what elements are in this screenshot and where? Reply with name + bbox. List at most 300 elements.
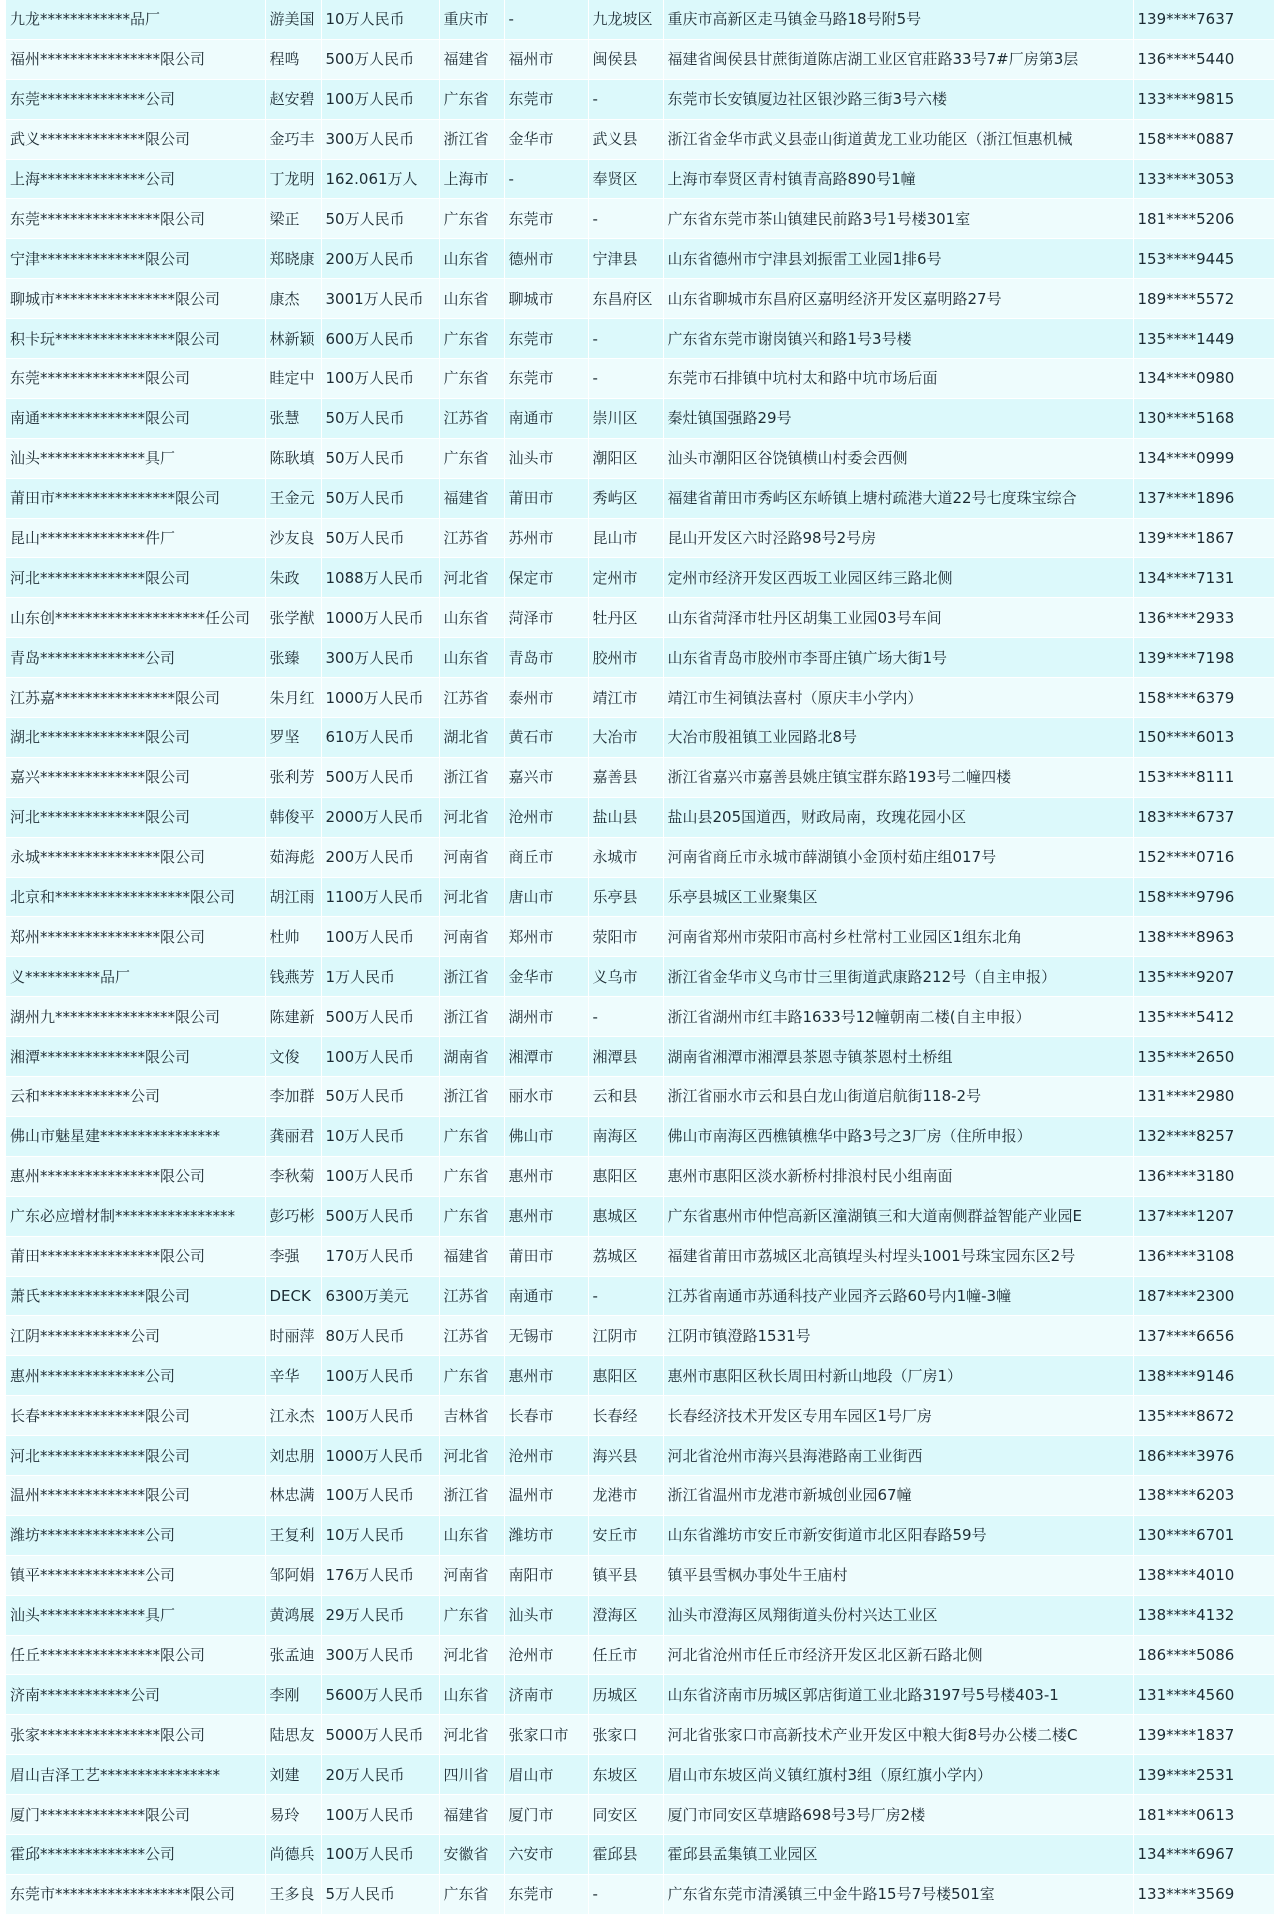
phone-cell: 137****6656 [1133, 1316, 1274, 1356]
district-cell: 崇川区 [588, 398, 663, 438]
city-cell: 汕头市 [504, 1595, 588, 1635]
legal-person-cell: 张臻 [265, 638, 321, 678]
legal-person-cell: 刘忠朋 [265, 1436, 321, 1476]
legal-person-cell: 沙友良 [265, 518, 321, 558]
company-name-cell: 福州****************限公司 [6, 39, 265, 79]
company-name-cell: 河北**************限公司 [6, 558, 265, 598]
registered-capital-cell: 176万人民币 [321, 1555, 439, 1595]
phone-cell: 139****7198 [1133, 638, 1274, 678]
table-row [6, 1077, 1274, 1117]
company-name-cell: 义**********品厂 [6, 957, 265, 997]
legal-person-cell: 钱燕芳 [265, 957, 321, 997]
company-name-cell: 郑州****************限公司 [6, 917, 265, 957]
company-name-cell: 济南************公司 [6, 1675, 265, 1715]
registered-capital-cell: 29万人民币 [321, 1595, 439, 1635]
province-cell: 江苏省 [439, 678, 504, 718]
province-cell: 江苏省 [439, 518, 504, 558]
registered-capital-cell: 100万人民币 [321, 1795, 439, 1835]
legal-person-cell: 王复利 [265, 1515, 321, 1555]
company-name-cell: 长春**************限公司 [6, 1396, 265, 1436]
table-row [6, 1834, 1274, 1874]
city-cell: 惠州市 [504, 1196, 588, 1236]
city-cell: 沧州市 [504, 1436, 588, 1476]
phone-cell: 187****2300 [1133, 1276, 1274, 1316]
city-cell: - [504, 0, 588, 39]
legal-person-cell: 辛华 [265, 1356, 321, 1396]
district-cell: 澄海区 [588, 1595, 663, 1635]
city-cell: 惠州市 [504, 1356, 588, 1396]
district-cell: 奉贤区 [588, 159, 663, 199]
legal-person-cell: 朱月红 [265, 678, 321, 718]
legal-person-cell: 彭巧彬 [265, 1196, 321, 1236]
legal-person-cell: 邹阿娟 [265, 1555, 321, 1595]
city-cell: 汕头市 [504, 438, 588, 478]
company-name-cell: 北京和******************限公司 [6, 877, 265, 917]
registered-capital-cell: 5万人民币 [321, 1874, 439, 1914]
registered-capital-cell: 6300万美元 [321, 1276, 439, 1316]
registered-capital-cell: 300万人民币 [321, 1635, 439, 1675]
registered-capital-cell: 100万人民币 [321, 79, 439, 119]
legal-person-cell: 李强 [265, 1236, 321, 1276]
registered-capital-cell: 500万人民币 [321, 1196, 439, 1236]
company-name-cell: 湖北**************限公司 [6, 718, 265, 758]
province-cell: 广东省 [439, 438, 504, 478]
province-cell: 上海市 [439, 159, 504, 199]
registered-capital-cell: 1088万人民币 [321, 558, 439, 598]
address-cell: 眉山市东坡区尚义镇红旗村3组（原红旗小学内） [663, 1755, 1133, 1795]
province-cell: 河北省 [439, 877, 504, 917]
district-cell: 任丘市 [588, 1635, 663, 1675]
province-cell: 浙江省 [439, 957, 504, 997]
city-cell: 长春市 [504, 1396, 588, 1436]
registered-capital-cell: 10万人民币 [321, 0, 439, 39]
legal-person-cell: 梁正 [265, 199, 321, 239]
province-cell: 广东省 [439, 359, 504, 399]
city-cell: 潍坊市 [504, 1515, 588, 1555]
table-row [6, 1396, 1274, 1436]
province-cell: 浙江省 [439, 757, 504, 797]
city-cell: 莆田市 [504, 478, 588, 518]
city-cell: 东莞市 [504, 319, 588, 359]
phone-cell: 131****4560 [1133, 1675, 1274, 1715]
registered-capital-cell: 2000万人民币 [321, 797, 439, 837]
province-cell: 湖南省 [439, 1037, 504, 1077]
registered-capital-cell: 100万人民币 [321, 1396, 439, 1436]
phone-cell: 186****3976 [1133, 1436, 1274, 1476]
registered-capital-cell: 170万人民币 [321, 1236, 439, 1276]
phone-cell: 136****3180 [1133, 1156, 1274, 1196]
legal-person-cell: 林新颖 [265, 319, 321, 359]
company-table-container [6, 0, 1274, 1915]
table-row [6, 1715, 1274, 1755]
company-name-cell: 江苏嘉****************限公司 [6, 678, 265, 718]
province-cell: 河南省 [439, 1555, 504, 1595]
address-cell: 浙江省金华市武义县壶山街道黄龙工业功能区（浙江恒惠机械 [663, 119, 1133, 159]
registered-capital-cell: 100万人民币 [321, 1475, 439, 1515]
table-row [6, 837, 1274, 877]
table-row [6, 119, 1274, 159]
company-name-cell: 湖州九****************限公司 [6, 997, 265, 1037]
legal-person-cell: 陈建新 [265, 997, 321, 1037]
province-cell: 江苏省 [439, 1316, 504, 1356]
company-name-cell: 莆田市****************限公司 [6, 478, 265, 518]
table-row [6, 598, 1274, 638]
legal-person-cell: 黄鸿展 [265, 1595, 321, 1635]
address-cell: 重庆市高新区走马镇金马路18号附5号 [663, 0, 1133, 39]
registered-capital-cell: 100万人民币 [321, 917, 439, 957]
address-cell: 佛山市南海区西樵镇樵华中路3号之3厂房（住所申报） [663, 1116, 1133, 1156]
phone-cell: 158****9796 [1133, 877, 1274, 917]
company-name-cell: 宁津**************限公司 [6, 239, 265, 279]
phone-cell: 135****2650 [1133, 1037, 1274, 1077]
province-cell: 山东省 [439, 239, 504, 279]
table-row [6, 79, 1274, 119]
phone-cell: 136****3108 [1133, 1236, 1274, 1276]
table-row [6, 558, 1274, 598]
address-cell: 浙江省湖州市红丰路1633号12幢朝南二楼(自主申报） [663, 997, 1133, 1037]
registered-capital-cell: 500万人民币 [321, 757, 439, 797]
table-row [6, 1196, 1274, 1236]
legal-person-cell: 朱政 [265, 558, 321, 598]
company-name-cell: 惠州****************限公司 [6, 1156, 265, 1196]
company-name-cell: 武义**************限公司 [6, 119, 265, 159]
phone-cell: 139****1837 [1133, 1715, 1274, 1755]
city-cell: 惠州市 [504, 1156, 588, 1196]
company-name-cell: 厦门**************限公司 [6, 1795, 265, 1835]
company-name-cell: 东莞市******************限公司 [6, 1874, 265, 1914]
province-cell: 山东省 [439, 1515, 504, 1555]
legal-person-cell: 程鸣 [265, 39, 321, 79]
address-cell: 山东省菏泽市牡丹区胡集工业园03号车间 [663, 598, 1133, 638]
registered-capital-cell: 610万人民币 [321, 718, 439, 758]
city-cell: 东莞市 [504, 1874, 588, 1914]
phone-cell: 150****6013 [1133, 718, 1274, 758]
address-cell: 霍邱县孟集镇工业园区 [663, 1834, 1133, 1874]
province-cell: 广东省 [439, 79, 504, 119]
district-cell: 义乌市 [588, 957, 663, 997]
legal-person-cell: 陈耿填 [265, 438, 321, 478]
city-cell: - [504, 159, 588, 199]
city-cell: 东莞市 [504, 79, 588, 119]
registered-capital-cell: 50万人民币 [321, 518, 439, 558]
province-cell: 广东省 [439, 1196, 504, 1236]
registered-capital-cell: 5600万人民币 [321, 1675, 439, 1715]
company-name-cell: 河北**************限公司 [6, 797, 265, 837]
district-cell: 龙港市 [588, 1475, 663, 1515]
phone-cell: 134****0999 [1133, 438, 1274, 478]
address-cell: 山东省济南市历城区郭店街道工业北路3197号5号楼403-1 [663, 1675, 1133, 1715]
district-cell: 武义县 [588, 119, 663, 159]
registered-capital-cell: 100万人民币 [321, 359, 439, 399]
district-cell: 惠阳区 [588, 1156, 663, 1196]
address-cell: 山东省聊城市东昌府区嘉明经济开发区嘉明路27号 [663, 279, 1133, 319]
address-cell: 汕头市澄海区凤翔街道头份村兴达工业区 [663, 1595, 1133, 1635]
province-cell: 山东省 [439, 598, 504, 638]
registered-capital-cell: 1000万人民币 [321, 1436, 439, 1476]
district-cell: 靖江市 [588, 678, 663, 718]
legal-person-cell: 林忠满 [265, 1475, 321, 1515]
table-row [6, 757, 1274, 797]
company-name-cell: 潍坊**************公司 [6, 1515, 265, 1555]
province-cell: 江苏省 [439, 1276, 504, 1316]
table-row [6, 1555, 1274, 1595]
province-cell: 四川省 [439, 1755, 504, 1795]
legal-person-cell: 金巧丰 [265, 119, 321, 159]
district-cell: 大冶市 [588, 718, 663, 758]
registered-capital-cell: 10万人民币 [321, 1515, 439, 1555]
district-cell: 胶州市 [588, 638, 663, 678]
city-cell: 沧州市 [504, 1635, 588, 1675]
company-name-cell: 东莞**************公司 [6, 79, 265, 119]
address-cell: 山东省德州市宁津县刘振雷工业园1排6号 [663, 239, 1133, 279]
phone-cell: 138****4132 [1133, 1595, 1274, 1635]
phone-cell: 186****5086 [1133, 1635, 1274, 1675]
table-row [6, 478, 1274, 518]
legal-person-cell: 张学猷 [265, 598, 321, 638]
address-cell: 秦灶镇国强路29号 [663, 398, 1133, 438]
city-cell: 温州市 [504, 1475, 588, 1515]
phone-cell: 134****7131 [1133, 558, 1274, 598]
phone-cell: 152****0716 [1133, 837, 1274, 877]
address-cell: 江阴市镇澄路1531号 [663, 1316, 1133, 1356]
district-cell: 东昌府区 [588, 279, 663, 319]
province-cell: 河北省 [439, 797, 504, 837]
district-cell: - [588, 199, 663, 239]
phone-cell: 138****8963 [1133, 917, 1274, 957]
company-name-cell: 汕头**************具厂 [6, 438, 265, 478]
district-cell: 九龙坡区 [588, 0, 663, 39]
district-cell: - [588, 359, 663, 399]
district-cell: 乐亭县 [588, 877, 663, 917]
registered-capital-cell: 100万人民币 [321, 1356, 439, 1396]
registered-capital-cell: 5000万人民币 [321, 1715, 439, 1755]
registered-capital-cell: 1万人民币 [321, 957, 439, 997]
province-cell: 河北省 [439, 1436, 504, 1476]
phone-cell: 137****1896 [1133, 478, 1274, 518]
registered-capital-cell: 100万人民币 [321, 1037, 439, 1077]
legal-person-cell: 张孟迪 [265, 1635, 321, 1675]
district-cell: 盐山县 [588, 797, 663, 837]
phone-cell: 189****5572 [1133, 279, 1274, 319]
phone-cell: 135****8672 [1133, 1396, 1274, 1436]
registered-capital-cell: 100万人民币 [321, 1156, 439, 1196]
address-cell: 靖江市生祠镇法喜村（原庆丰小学内） [663, 678, 1133, 718]
city-cell: 金华市 [504, 957, 588, 997]
city-cell: 无锡市 [504, 1316, 588, 1356]
city-cell: 济南市 [504, 1675, 588, 1715]
district-cell: 牡丹区 [588, 598, 663, 638]
district-cell: 秀屿区 [588, 478, 663, 518]
table-row [6, 718, 1274, 758]
company-name-cell: 任丘****************限公司 [6, 1635, 265, 1675]
city-cell: 黄石市 [504, 718, 588, 758]
legal-person-cell: 眭定中 [265, 359, 321, 399]
table-row [6, 159, 1274, 199]
phone-cell: 132****8257 [1133, 1116, 1274, 1156]
registered-capital-cell: 50万人民币 [321, 398, 439, 438]
province-cell: 河南省 [439, 837, 504, 877]
district-cell: 昆山市 [588, 518, 663, 558]
table-row [6, 1356, 1274, 1396]
company-name-cell: 惠州**************公司 [6, 1356, 265, 1396]
province-cell: 福建省 [439, 1236, 504, 1276]
legal-person-cell: 丁龙明 [265, 159, 321, 199]
city-cell: 佛山市 [504, 1116, 588, 1156]
province-cell: 江苏省 [439, 398, 504, 438]
province-cell: 山东省 [439, 1675, 504, 1715]
province-cell: 山东省 [439, 279, 504, 319]
company-name-cell: 霍邱**************公司 [6, 1834, 265, 1874]
table-row [6, 638, 1274, 678]
registered-capital-cell: 300万人民币 [321, 638, 439, 678]
district-cell: - [588, 997, 663, 1037]
city-cell: 东莞市 [504, 199, 588, 239]
legal-person-cell: 王多良 [265, 1874, 321, 1914]
table-row [6, 1755, 1274, 1795]
province-cell: 吉林省 [439, 1396, 504, 1436]
address-cell: 浙江省温州市龙港市新城创业园67幢 [663, 1475, 1133, 1515]
table-row [6, 1475, 1274, 1515]
table-row [6, 797, 1274, 837]
province-cell: 广东省 [439, 1156, 504, 1196]
city-cell: 莆田市 [504, 1236, 588, 1276]
city-cell: 张家口市 [504, 1715, 588, 1755]
registered-capital-cell: 20万人民币 [321, 1755, 439, 1795]
legal-person-cell: 江永杰 [265, 1396, 321, 1436]
province-cell: 广东省 [439, 199, 504, 239]
legal-person-cell: 时丽萍 [265, 1316, 321, 1356]
phone-cell: 133****3569 [1133, 1874, 1274, 1914]
city-cell: 六安市 [504, 1834, 588, 1874]
company-table [6, 0, 1274, 1915]
address-cell: 广东省东莞市茶山镇建民前路3号1号楼301室 [663, 199, 1133, 239]
registered-capital-cell: 80万人民币 [321, 1316, 439, 1356]
company-name-cell: 上海**************公司 [6, 159, 265, 199]
address-cell: 江苏省南通市苏通科技产业园齐云路60号内1幢-3幢 [663, 1276, 1133, 1316]
address-cell: 长春经济技术开发区专用车园区1号厂房 [663, 1396, 1133, 1436]
city-cell: 商丘市 [504, 837, 588, 877]
phone-cell: 139****1867 [1133, 518, 1274, 558]
table-row [6, 0, 1274, 39]
company-name-cell: 昆山**************件厂 [6, 518, 265, 558]
city-cell: 青岛市 [504, 638, 588, 678]
table-row [6, 917, 1274, 957]
district-cell: 惠阳区 [588, 1356, 663, 1396]
city-cell: 福州市 [504, 39, 588, 79]
registered-capital-cell: 50万人民币 [321, 438, 439, 478]
province-cell: 山东省 [439, 638, 504, 678]
registered-capital-cell: 200万人民币 [321, 239, 439, 279]
city-cell: 南通市 [504, 1276, 588, 1316]
company-name-cell: 积卡玩****************限公司 [6, 319, 265, 359]
province-cell: 浙江省 [439, 1475, 504, 1515]
address-cell: 定州市经济开发区西坂工业园区纬三路北侧 [663, 558, 1133, 598]
table-row [6, 877, 1274, 917]
district-cell: 安丘市 [588, 1515, 663, 1555]
table-row [6, 199, 1274, 239]
company-name-cell: 嘉兴**************限公司 [6, 757, 265, 797]
company-name-cell: 山东创********************任公司 [6, 598, 265, 638]
company-name-cell: 萧氏**************限公司 [6, 1276, 265, 1316]
city-cell: 嘉兴市 [504, 757, 588, 797]
company-name-cell: 张家****************限公司 [6, 1715, 265, 1755]
district-cell: 镇平县 [588, 1555, 663, 1595]
phone-cell: 153****9445 [1133, 239, 1274, 279]
company-name-cell: 云和************公司 [6, 1077, 265, 1117]
table-row [6, 1595, 1274, 1635]
phone-cell: 130****5168 [1133, 398, 1274, 438]
province-cell: 浙江省 [439, 119, 504, 159]
city-cell: 唐山市 [504, 877, 588, 917]
address-cell: 乐亭县城区工业聚集区 [663, 877, 1133, 917]
table-row [6, 1156, 1274, 1196]
company-name-cell: 镇平**************公司 [6, 1555, 265, 1595]
address-cell: 河北省沧州市海兴县海港路南工业街西 [663, 1436, 1133, 1476]
district-cell: - [588, 1874, 663, 1914]
address-cell: 盐山县205国道西，财政局南，玫瑰花园小区 [663, 797, 1133, 837]
registered-capital-cell: 10万人民币 [321, 1116, 439, 1156]
address-cell: 东莞市石排镇中坑村太和路中坑市场后面 [663, 359, 1133, 399]
registered-capital-cell: 600万人民币 [321, 319, 439, 359]
table-row [6, 1795, 1274, 1835]
company-name-cell: 江阴************公司 [6, 1316, 265, 1356]
district-cell: 云和县 [588, 1077, 663, 1117]
legal-person-cell: 张利芳 [265, 757, 321, 797]
table-row [6, 1236, 1274, 1276]
legal-person-cell: 康杰 [265, 279, 321, 319]
address-cell: 山东省青岛市胶州市李哥庄镇广场大街1号 [663, 638, 1133, 678]
address-cell: 山东省潍坊市安丘市新安街道市北区阳春路59号 [663, 1515, 1133, 1555]
table-row [6, 518, 1274, 558]
phone-cell: 153****8111 [1133, 757, 1274, 797]
address-cell: 大冶市殷祖镇工业园路北8号 [663, 718, 1133, 758]
legal-person-cell: 游美国 [265, 0, 321, 39]
district-cell: - [588, 319, 663, 359]
address-cell: 东莞市长安镇厦边社区银沙路三街3号六楼 [663, 79, 1133, 119]
phone-cell: 135****5412 [1133, 997, 1274, 1037]
table-row [6, 1635, 1274, 1675]
table-row [6, 359, 1274, 399]
city-cell: 苏州市 [504, 518, 588, 558]
city-cell: 丽水市 [504, 1077, 588, 1117]
phone-cell: 138****4010 [1133, 1555, 1274, 1595]
district-cell: - [588, 1276, 663, 1316]
address-cell: 上海市奉贤区青村镇青高路890号1幢 [663, 159, 1133, 199]
address-cell: 浙江省嘉兴市嘉善县姚庄镇宝群东路193号二幢四楼 [663, 757, 1133, 797]
district-cell: 永城市 [588, 837, 663, 877]
district-cell: - [588, 79, 663, 119]
phone-cell: 181****5206 [1133, 199, 1274, 239]
city-cell: 南阳市 [504, 1555, 588, 1595]
company-name-cell: 广东必应增材制**************** [6, 1196, 265, 1236]
address-cell: 镇平县雪枫办事处牛王庙村 [663, 1555, 1133, 1595]
table-row [6, 239, 1274, 279]
province-cell: 广东省 [439, 1116, 504, 1156]
table-row [6, 1037, 1274, 1077]
phone-cell: 138****6203 [1133, 1475, 1274, 1515]
company-name-cell: 眉山吉泽工艺**************** [6, 1755, 265, 1795]
phone-cell: 133****3053 [1133, 159, 1274, 199]
table-row [6, 1316, 1274, 1356]
city-cell: 泰州市 [504, 678, 588, 718]
district-cell: 霍邱县 [588, 1834, 663, 1874]
table-row [6, 398, 1274, 438]
city-cell: 沧州市 [504, 797, 588, 837]
phone-cell: 181****0613 [1133, 1795, 1274, 1835]
province-cell: 河南省 [439, 917, 504, 957]
province-cell: 广东省 [439, 1595, 504, 1635]
address-cell: 湖南省湘潭市湘潭县茶恩寺镇茶恩村土桥组 [663, 1037, 1133, 1077]
